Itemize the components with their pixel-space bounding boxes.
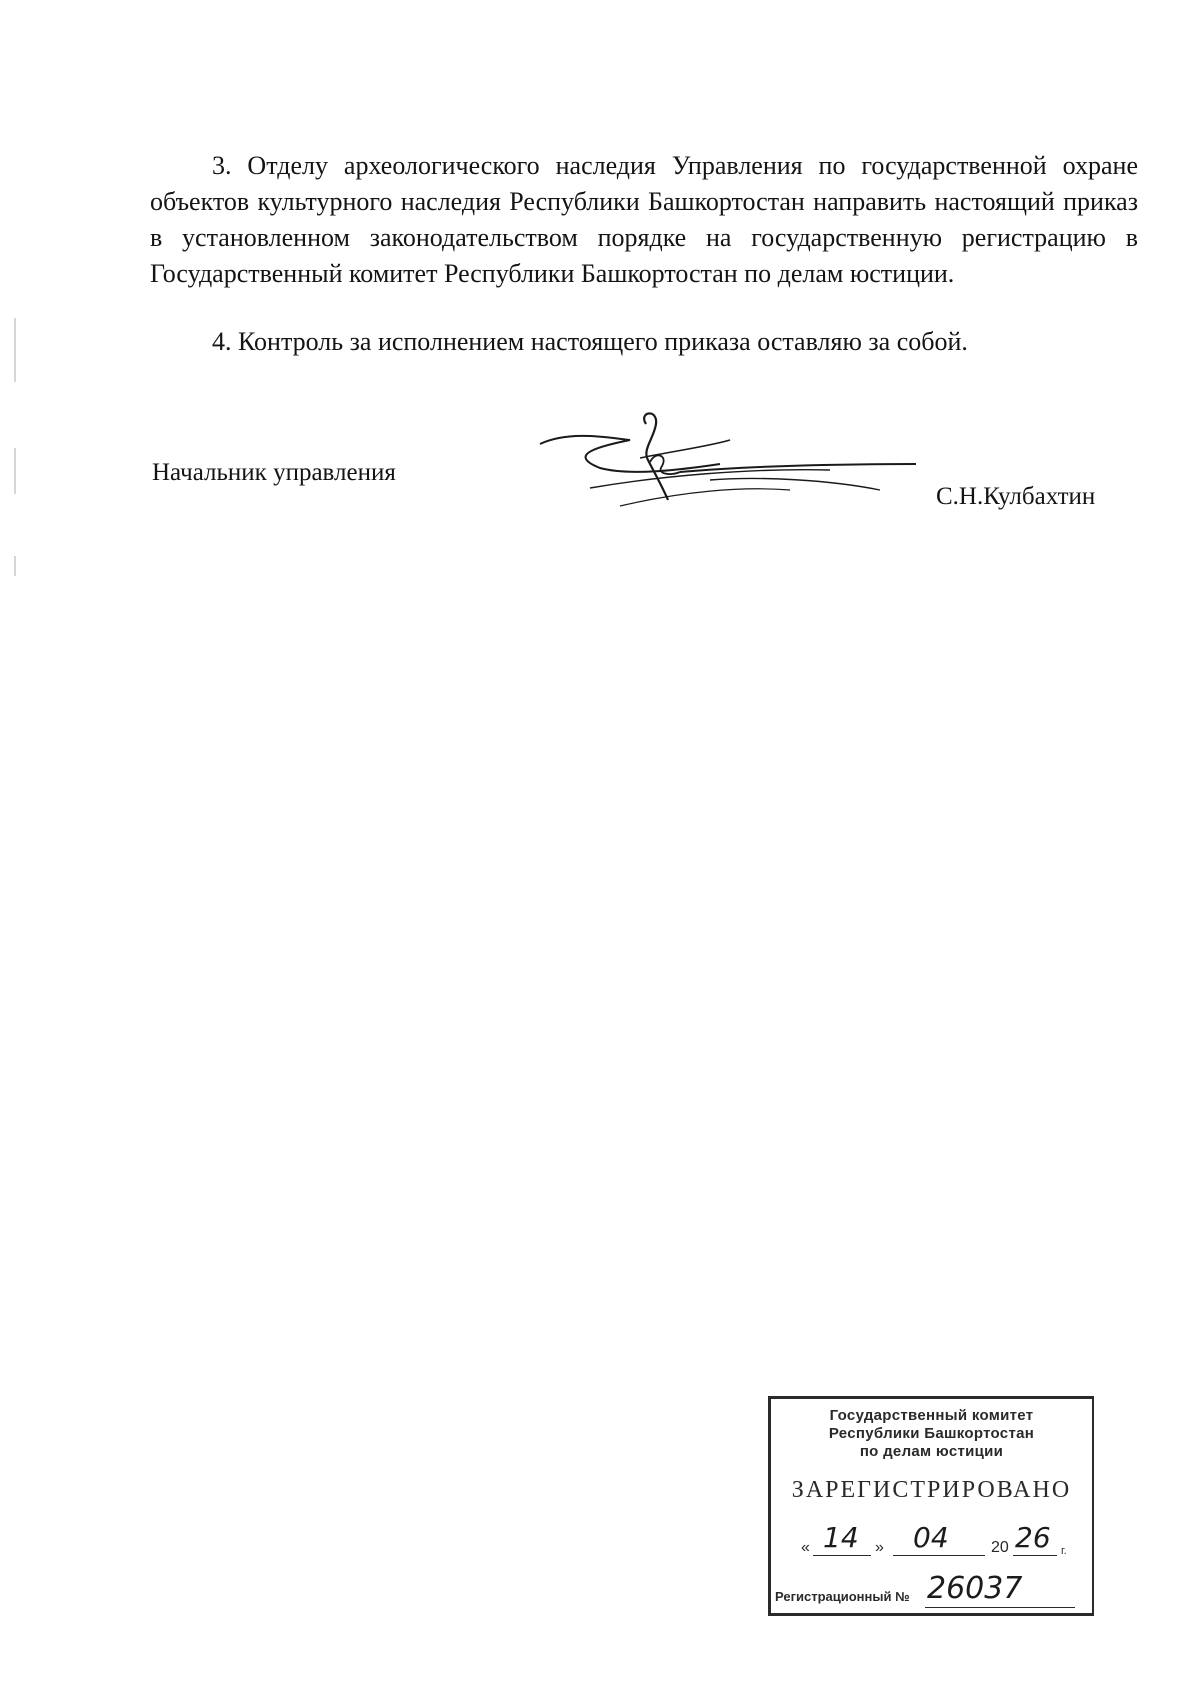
stamp-year-unit: г. xyxy=(1061,1545,1067,1557)
stamp-registration xyxy=(775,1571,1091,1611)
signatory-name: С.Н.Кулбахтин xyxy=(936,483,1096,510)
stamp-date xyxy=(801,1521,1091,1561)
stamp-reg-number: 26037 xyxy=(927,1571,1023,1606)
handwritten-signature xyxy=(530,410,920,520)
stamp-org-line: по делам юстиции xyxy=(859,1443,1004,1460)
paragraph-3 xyxy=(150,148,1138,292)
paragraph-4-text: 4. Контроль за исполнением настоящего приказа оставляю за собой. xyxy=(212,327,968,356)
scan-artifact xyxy=(14,556,16,576)
stamp-org-line: Республики Башкортостан xyxy=(828,1425,1035,1442)
stamp-open-quote: « xyxy=(801,1539,810,1556)
stamp-close-quote: » xyxy=(875,1539,884,1556)
stamp-day: 14 xyxy=(823,1521,859,1554)
registration-stamp xyxy=(768,1396,1094,1616)
signatory-position: Начальник управления xyxy=(152,459,396,486)
scan-artifact xyxy=(14,448,16,494)
stamp-year-suffix: 26 xyxy=(1015,1521,1051,1554)
stamp-month: 04 xyxy=(913,1521,949,1554)
paragraph-4 xyxy=(150,324,1138,360)
scan-artifact xyxy=(14,318,16,382)
paragraph-3-text: 3. Отделу археологического наследия Управления по государственной охране объектов культурного наследия Республики Башкортостан направить настоящий приказ в установленном законодательством порядке на государственную регистрацию в Государственный комитет Республики Башкортостан по делам юстиции. xyxy=(150,151,1138,288)
stamp-reg-label: Регистрационный № xyxy=(775,1589,910,1604)
stamp-status: ЗАРЕГИСТРИРОВАНО xyxy=(791,1477,1072,1503)
stamp-organization xyxy=(771,1407,1092,1461)
stamp-org-line: Государственный комитет xyxy=(829,1407,1034,1424)
stamp-year-prefix: 20 xyxy=(991,1539,1009,1556)
